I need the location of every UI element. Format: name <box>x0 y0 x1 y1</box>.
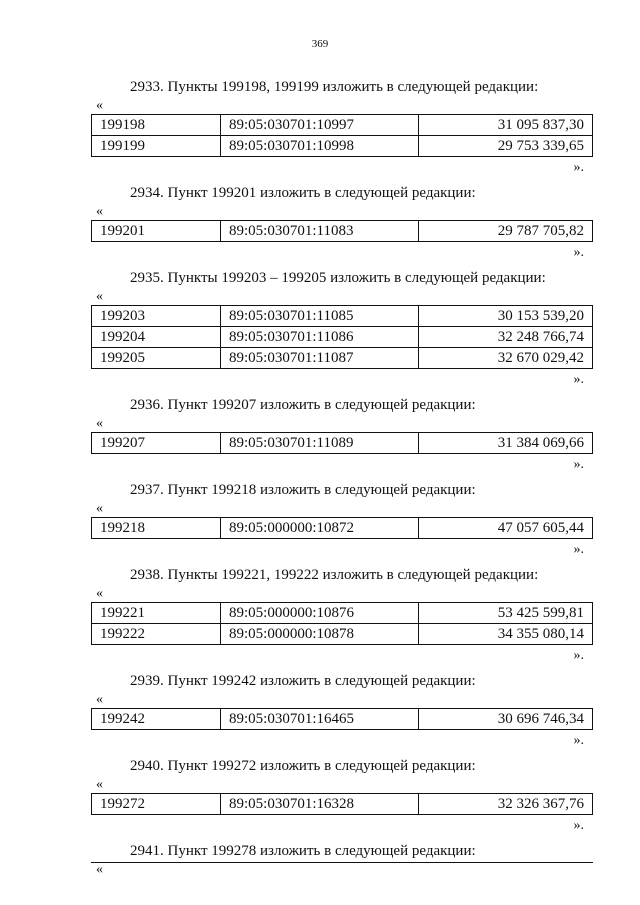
cadastral-value-cell: 53 425 599,81 <box>419 603 593 624</box>
table-row <box>92 327 593 348</box>
amendment-heading: 2933. Пункты 199198, 199199 изложить в следующей редакции: <box>130 79 539 95</box>
amendment-heading: 2941. Пункт 199278 изложить в следующей редакции: <box>130 843 476 859</box>
document-body <box>0 76 640 878</box>
amendment-section <box>0 564 640 670</box>
cadastral-value-cell: 32 248 766,74 <box>419 327 593 348</box>
item-number-cell: 199201 <box>92 221 221 242</box>
table-row <box>92 115 593 136</box>
cadastral-value-cell: 31 384 069,66 <box>419 433 593 454</box>
opening-quote: « <box>96 586 103 601</box>
amendment-table <box>91 602 593 645</box>
table-row <box>92 518 593 539</box>
table-row <box>92 603 593 624</box>
item-number-cell: 199221 <box>92 603 221 624</box>
item-number-cell: 199222 <box>92 624 221 645</box>
closing-quote: ». <box>573 648 584 663</box>
item-number-cell: 199207 <box>92 433 221 454</box>
cadastral-number-cell: 89:05:000000:10872 <box>221 518 419 539</box>
cadastral-number-cell: 89:05:030701:16328 <box>221 794 419 815</box>
table-row <box>92 624 593 645</box>
cadastral-number-cell: 89:05:030701:16465 <box>221 709 419 730</box>
item-number-cell: 199218 <box>92 518 221 539</box>
amendment-table <box>91 220 593 242</box>
amendment-table <box>91 114 593 157</box>
cadastral-number-cell: 89:05:030701:11086 <box>221 327 419 348</box>
cadastral-number-cell: 89:05:000000:10878 <box>221 624 419 645</box>
opening-quote: « <box>96 777 103 792</box>
amendment-heading: 2939. Пункт 199242 изложить в следующей редакции: <box>130 673 476 689</box>
amendment-table <box>91 432 593 454</box>
item-number-cell: 199272 <box>92 794 221 815</box>
opening-quote: « <box>96 501 103 516</box>
closing-quote: ». <box>573 245 584 260</box>
cadastral-number-cell: 89:05:030701:10997 <box>221 115 419 136</box>
amendment-section <box>0 755 640 840</box>
opening-quote: « <box>96 416 103 431</box>
amendment-table <box>91 708 593 730</box>
table-row <box>92 794 593 815</box>
cadastral-value-cell: 29 753 339,65 <box>419 136 593 157</box>
opening-quote: « <box>96 692 103 707</box>
cadastral-value-cell: 34 355 080,14 <box>419 624 593 645</box>
amendment-section <box>0 840 640 878</box>
closing-quote: ». <box>573 372 584 387</box>
table-row <box>92 136 593 157</box>
closing-quote: ». <box>573 457 584 472</box>
item-number-cell: 199203 <box>92 306 221 327</box>
item-number-cell: 199198 <box>92 115 221 136</box>
closing-quote: ». <box>573 542 584 557</box>
opening-quote: « <box>96 862 103 877</box>
table-top-rule <box>91 862 593 863</box>
amendment-section <box>0 267 640 394</box>
cadastral-number-cell: 89:05:000000:10876 <box>221 603 419 624</box>
amendment-heading: 2940. Пункт 199272 изложить в следующей редакции: <box>130 758 476 774</box>
closing-quote: ». <box>573 733 584 748</box>
cadastral-value-cell: 31 095 837,30 <box>419 115 593 136</box>
cadastral-number-cell: 89:05:030701:11089 <box>221 433 419 454</box>
opening-quote: « <box>96 289 103 304</box>
amendment-table <box>91 793 593 815</box>
amendment-section <box>0 76 640 182</box>
table-row <box>92 433 593 454</box>
item-number-cell: 199199 <box>92 136 221 157</box>
cadastral-value-cell: 47 057 605,44 <box>419 518 593 539</box>
cadastral-number-cell: 89:05:030701:11083 <box>221 221 419 242</box>
cadastral-value-cell: 32 670 029,42 <box>419 348 593 369</box>
table-row <box>92 709 593 730</box>
cadastral-number-cell: 89:05:030701:11087 <box>221 348 419 369</box>
table-row <box>92 348 593 369</box>
cadastral-value-cell: 30 153 539,20 <box>419 306 593 327</box>
amendment-section <box>0 479 640 564</box>
amendment-heading: 2936. Пункт 199207 изложить в следующей редакции: <box>130 397 476 413</box>
item-number-cell: 199242 <box>92 709 221 730</box>
cadastral-number-cell: 89:05:030701:10998 <box>221 136 419 157</box>
amendment-section <box>0 670 640 755</box>
amendment-heading: 2937. Пункт 199218 изложить в следующей редакции: <box>130 482 476 498</box>
amendment-section <box>0 182 640 267</box>
amendment-heading: 2938. Пункты 199221, 199222 изложить в следующей редакции: <box>130 567 539 583</box>
item-number-cell: 199204 <box>92 327 221 348</box>
amendment-heading: 2934. Пункт 199201 изложить в следующей редакции: <box>130 185 476 201</box>
amendment-section <box>0 394 640 479</box>
table-row <box>92 306 593 327</box>
cadastral-value-cell: 32 326 367,76 <box>419 794 593 815</box>
opening-quote: « <box>96 98 103 113</box>
cadastral-value-cell: 29 787 705,82 <box>419 221 593 242</box>
closing-quote: ». <box>573 818 584 833</box>
amendment-table <box>91 517 593 539</box>
cadastral-value-cell: 30 696 746,34 <box>419 709 593 730</box>
item-number-cell: 199205 <box>92 348 221 369</box>
amendment-heading: 2935. Пункты 199203 – 199205 изложить в следующей редакции: <box>130 270 546 286</box>
table-row <box>92 221 593 242</box>
closing-quote: ». <box>573 160 584 175</box>
page-number: 369 <box>311 38 329 50</box>
cadastral-number-cell: 89:05:030701:11085 <box>221 306 419 327</box>
amendment-table <box>91 305 593 369</box>
opening-quote: « <box>96 204 103 219</box>
